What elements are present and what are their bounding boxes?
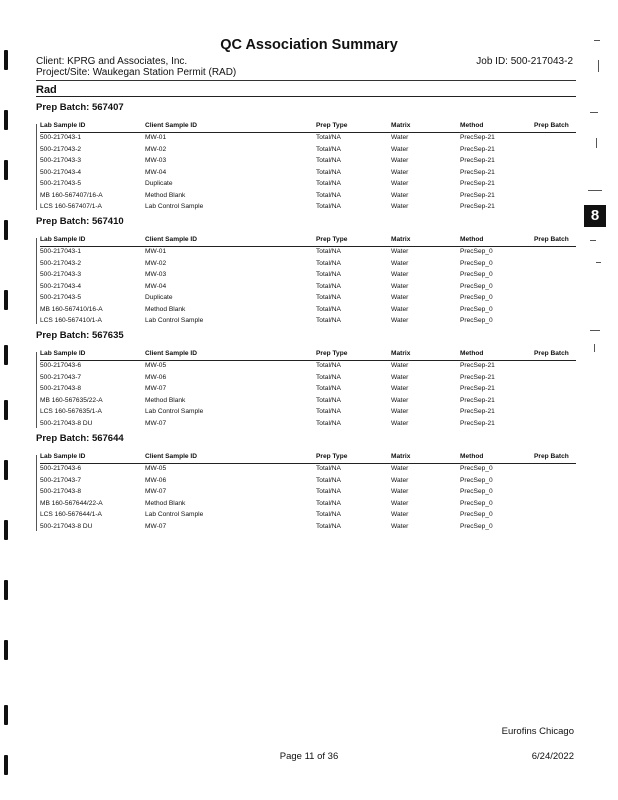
table-header <box>40 122 576 133</box>
table-row <box>40 522 576 534</box>
client-name: Client: KPRG and Associates, Inc. <box>36 56 188 67</box>
section-label: Rad <box>36 84 57 96</box>
column-header: Client Sample ID <box>145 350 198 357</box>
table-cell: Method Blank <box>145 499 186 507</box>
table-cell: PrecSep_0 <box>460 465 493 472</box>
table-cell: 500-217043-4 <box>40 168 82 176</box>
table-cell: 500-217043-2 <box>40 145 82 153</box>
scan-mark <box>590 112 598 113</box>
table-row <box>40 293 576 305</box>
table-cell: LCS 160-567410/1-A <box>40 317 102 324</box>
table-cell: MW-07 <box>145 419 167 427</box>
header-divider <box>36 80 576 81</box>
table-cell: Total/NA <box>316 145 341 153</box>
table-cell: PrecSep_0 <box>460 282 493 290</box>
table-cell: PrecSep-21 <box>460 408 495 415</box>
table-row <box>40 259 576 271</box>
table-row <box>40 156 576 168</box>
table-cell: 500-217043-5 <box>40 180 82 187</box>
table-cell: 500-217043-1 <box>40 248 82 255</box>
table-row <box>40 419 576 431</box>
prep-batch-section <box>36 433 576 533</box>
qc-table <box>40 122 576 214</box>
table-cell: 500-217043-1 <box>40 134 82 141</box>
table-cell: Total/NA <box>316 157 341 164</box>
footer-date: 6/24/2022 <box>531 751 574 762</box>
column-header: Lab Sample ID <box>40 122 86 129</box>
table-cell: Water <box>391 282 409 290</box>
table-row <box>40 316 576 328</box>
table-cell: 500-217043-3 <box>40 271 82 278</box>
scan-mark <box>590 330 600 331</box>
table-row <box>40 191 576 203</box>
table-cell: MB 160-567410/16-A <box>40 305 103 313</box>
table-row <box>40 133 576 145</box>
table-cell: PrecSep-21 <box>460 419 495 427</box>
scan-mark <box>590 240 596 241</box>
scan-mark <box>598 60 599 72</box>
table-cell: Total/NA <box>316 385 341 392</box>
column-header: Matrix <box>391 350 411 357</box>
table-cell: LCS 160-567635/1-A <box>40 408 102 415</box>
table-cell: 500-217043-2 <box>40 259 82 267</box>
table-cell: Method Blank <box>145 396 186 404</box>
table-cell: MW-06 <box>145 476 167 484</box>
column-header: Client Sample ID <box>145 122 198 129</box>
binding-mark <box>4 160 8 180</box>
prep-batch-section <box>36 102 576 214</box>
table-row <box>40 168 576 180</box>
page-title: QC Association Summary <box>220 37 398 53</box>
table-cell: Total/NA <box>316 282 341 290</box>
table-cell: Total/NA <box>316 511 341 518</box>
table-cell: MB 160-567644/22-A <box>40 499 103 507</box>
table-cell: Water <box>391 203 409 210</box>
prep-batch-title: Prep Batch: 567407 <box>36 102 124 113</box>
table-cell: MW-03 <box>145 157 167 164</box>
column-header: Prep Type <box>316 453 348 460</box>
table-cell: 500-217043-5 <box>40 294 82 301</box>
column-header: Method <box>460 350 484 357</box>
table-cell: Water <box>391 248 409 255</box>
table-cell: Water <box>391 134 409 141</box>
column-header: Lab Sample ID <box>40 236 86 243</box>
table-row <box>40 464 576 476</box>
section-divider <box>36 96 576 97</box>
scan-mark <box>588 190 602 191</box>
prep-batch-title: Prep Batch: 567635 <box>36 330 124 341</box>
table-cell: PrecSep_0 <box>460 317 493 324</box>
prep-batch-title: Prep Batch: 567644 <box>36 433 124 444</box>
table-cell: PrecSep_0 <box>460 511 493 518</box>
table-cell: Water <box>391 522 409 530</box>
table-cell: 500-217043-8 <box>40 488 82 495</box>
table-cell: PrecSep_0 <box>460 248 493 255</box>
table-cell: Total/NA <box>316 419 341 427</box>
scan-mark <box>596 262 601 263</box>
table-cell: MW-02 <box>145 145 167 153</box>
column-header: Matrix <box>391 122 411 129</box>
footer-company: Eurofins Chicago <box>501 726 574 737</box>
binding-mark <box>4 110 8 130</box>
table-cell: Total/NA <box>316 259 341 267</box>
table-cell: Total/NA <box>316 203 341 210</box>
table-cell: Duplicate <box>145 180 173 187</box>
table-cell: Total/NA <box>316 476 341 484</box>
column-header: Lab Sample ID <box>40 350 86 357</box>
table-cell: MW-07 <box>145 522 167 530</box>
table-cell: Lab Control Sample <box>145 203 204 210</box>
column-header: Method <box>460 453 484 460</box>
table-cell: Water <box>391 294 409 301</box>
table-cell: MW-04 <box>145 168 167 176</box>
table-cell: Total/NA <box>316 191 341 199</box>
table-cell: Water <box>391 180 409 187</box>
table-cell: Total/NA <box>316 317 341 324</box>
table-cell: MW-01 <box>145 248 167 255</box>
table-cell: PrecSep_0 <box>460 476 493 484</box>
table-cell: PrecSep_0 <box>460 259 493 267</box>
table-cell: Total/NA <box>316 168 341 176</box>
table-cell: Water <box>391 385 409 392</box>
table-cell: 500-217043-8 DU <box>40 522 93 530</box>
table-cell: PrecSep-21 <box>460 168 495 176</box>
table-cell: Water <box>391 259 409 267</box>
table-cell: Total/NA <box>316 248 341 255</box>
table-cell: Lab Control Sample <box>145 317 204 324</box>
column-header: Client Sample ID <box>145 453 198 460</box>
column-header: Prep Batch <box>534 122 569 129</box>
binding-mark <box>4 290 8 310</box>
column-header: Prep Batch <box>534 350 569 357</box>
table-cell: Total/NA <box>316 522 341 530</box>
table-cell: PrecSep-21 <box>460 180 495 187</box>
table-cell: 500-217043-8 DU <box>40 419 93 427</box>
table-header <box>40 350 576 361</box>
table-cell: Total/NA <box>316 180 341 187</box>
column-header: Prep Type <box>316 122 348 129</box>
table-header <box>40 453 576 464</box>
table-cell: 500-217043-8 <box>40 385 82 392</box>
table-row <box>40 476 576 488</box>
table-cell: MW-06 <box>145 373 167 381</box>
table-cell: MW-05 <box>145 465 167 472</box>
column-header: Lab Sample ID <box>40 453 86 460</box>
table-cell: Water <box>391 419 409 427</box>
table-row <box>40 373 576 385</box>
binding-mark <box>4 50 8 70</box>
table-cell: MB 160-567407/16-A <box>40 191 103 199</box>
table-cell: Method Blank <box>145 305 186 313</box>
table-cell: MW-07 <box>145 488 167 495</box>
table-row <box>40 179 576 191</box>
table-cell: 500-217043-6 <box>40 362 82 369</box>
table-cell: Total/NA <box>316 294 341 301</box>
binding-mark <box>4 580 8 600</box>
table-row <box>40 145 576 157</box>
binding-mark <box>4 345 8 365</box>
table-cell: Total/NA <box>316 488 341 495</box>
table-cell: Total/NA <box>316 305 341 313</box>
table-cell: Total/NA <box>316 373 341 381</box>
table-cell: 500-217043-3 <box>40 157 82 164</box>
table-cell: PrecSep-21 <box>460 145 495 153</box>
table-cell: Water <box>391 191 409 199</box>
table-cell: Total/NA <box>316 465 341 472</box>
table-cell: PrecSep-21 <box>460 191 495 199</box>
column-header: Matrix <box>391 453 411 460</box>
table-cell: PrecSep_0 <box>460 294 493 301</box>
table-cell: MW-02 <box>145 259 167 267</box>
table-row <box>40 499 576 511</box>
table-cell: Water <box>391 476 409 484</box>
page-number: Page 11 of 36 <box>279 751 339 762</box>
qc-table <box>40 350 576 430</box>
section-tab-marker: 8 <box>584 205 606 227</box>
table-row <box>40 487 576 499</box>
table-row <box>40 305 576 317</box>
table-cell: Water <box>391 511 409 518</box>
table-cell: Total/NA <box>316 499 341 507</box>
table-cell: PrecSep-21 <box>460 385 495 392</box>
table-cell: Water <box>391 271 409 278</box>
column-header: Prep Batch <box>534 236 569 243</box>
table-row <box>40 396 576 408</box>
column-header: Prep Type <box>316 350 348 357</box>
binding-mark <box>4 705 8 725</box>
table-cell: PrecSep_0 <box>460 305 493 313</box>
table-cell: MB 160-567635/22-A <box>40 396 103 404</box>
table-row <box>40 407 576 419</box>
table-row <box>40 384 576 396</box>
table-cell: Lab Control Sample <box>145 511 204 518</box>
table-cell: Water <box>391 305 409 313</box>
table-cell: Water <box>391 396 409 404</box>
table-cell: PrecSep_0 <box>460 522 493 530</box>
binding-mark <box>4 220 8 240</box>
table-cell: Water <box>391 373 409 381</box>
binding-mark <box>4 640 8 660</box>
binding-mark <box>4 520 8 540</box>
table-cell: 500-217043-4 <box>40 282 82 290</box>
table-cell: 500-217043-6 <box>40 465 82 472</box>
column-header: Client Sample ID <box>145 236 198 243</box>
table-row <box>40 361 576 373</box>
table-header <box>40 236 576 247</box>
table-row <box>40 202 576 214</box>
column-header: Method <box>460 236 484 243</box>
table-cell: Total/NA <box>316 362 341 369</box>
table-cell: Water <box>391 499 409 507</box>
binding-mark <box>4 400 8 420</box>
table-row <box>40 510 576 522</box>
table-cell: MW-04 <box>145 282 167 290</box>
column-header: Prep Type <box>316 236 348 243</box>
binding-mark <box>4 460 8 480</box>
table-cell: LCS 160-567644/1-A <box>40 511 102 518</box>
table-cell: Duplicate <box>145 294 173 301</box>
job-id: Job ID: 500-217043-2 <box>476 56 573 67</box>
qc-table <box>40 453 576 533</box>
scan-mark <box>594 344 595 352</box>
table-cell: MW-07 <box>145 385 167 392</box>
project-site: Project/Site: Waukegan Station Permit (RAD) <box>36 67 237 78</box>
table-cell: Water <box>391 408 409 415</box>
table-cell: MW-03 <box>145 271 167 278</box>
table-row <box>40 270 576 282</box>
table-cell: PrecSep_0 <box>460 499 493 507</box>
table-cell: Water <box>391 157 409 164</box>
table-cell: Method Blank <box>145 191 186 199</box>
prep-batch-section <box>36 330 576 430</box>
table-cell: LCS 160-567407/1-A <box>40 203 102 210</box>
table-cell: Water <box>391 465 409 472</box>
table-cell: PrecSep_0 <box>460 488 493 495</box>
table-row <box>40 282 576 294</box>
table-row <box>40 247 576 259</box>
column-header: Prep Batch <box>534 453 569 460</box>
qc-table <box>40 236 576 328</box>
table-cell: 500-217043-7 <box>40 476 82 484</box>
prep-batch-section <box>36 216 576 328</box>
table-cell: PrecSep-21 <box>460 362 495 369</box>
table-cell: PrecSep-21 <box>460 157 495 164</box>
table-cell: Total/NA <box>316 271 341 278</box>
table-cell: PrecSep_0 <box>460 271 493 278</box>
table-cell: Total/NA <box>316 396 341 404</box>
scan-mark <box>596 138 597 148</box>
table-cell: PrecSep-21 <box>460 373 495 381</box>
column-header: Matrix <box>391 236 411 243</box>
table-cell: Lab Control Sample <box>145 408 204 415</box>
table-cell: PrecSep-21 <box>460 396 495 404</box>
table-cell: Water <box>391 488 409 495</box>
table-cell: Water <box>391 168 409 176</box>
table-cell: PrecSep-21 <box>460 203 495 210</box>
table-cell: 500-217043-7 <box>40 373 82 381</box>
table-cell: Total/NA <box>316 408 341 415</box>
table-cell: PrecSep-21 <box>460 134 495 141</box>
table-cell: Water <box>391 145 409 153</box>
table-cell: Water <box>391 362 409 369</box>
table-cell: MW-01 <box>145 134 167 141</box>
column-header: Method <box>460 122 484 129</box>
table-cell: Total/NA <box>316 134 341 141</box>
prep-batch-title: Prep Batch: 567410 <box>36 216 124 227</box>
table-cell: Water <box>391 317 409 324</box>
table-cell: MW-05 <box>145 362 167 369</box>
